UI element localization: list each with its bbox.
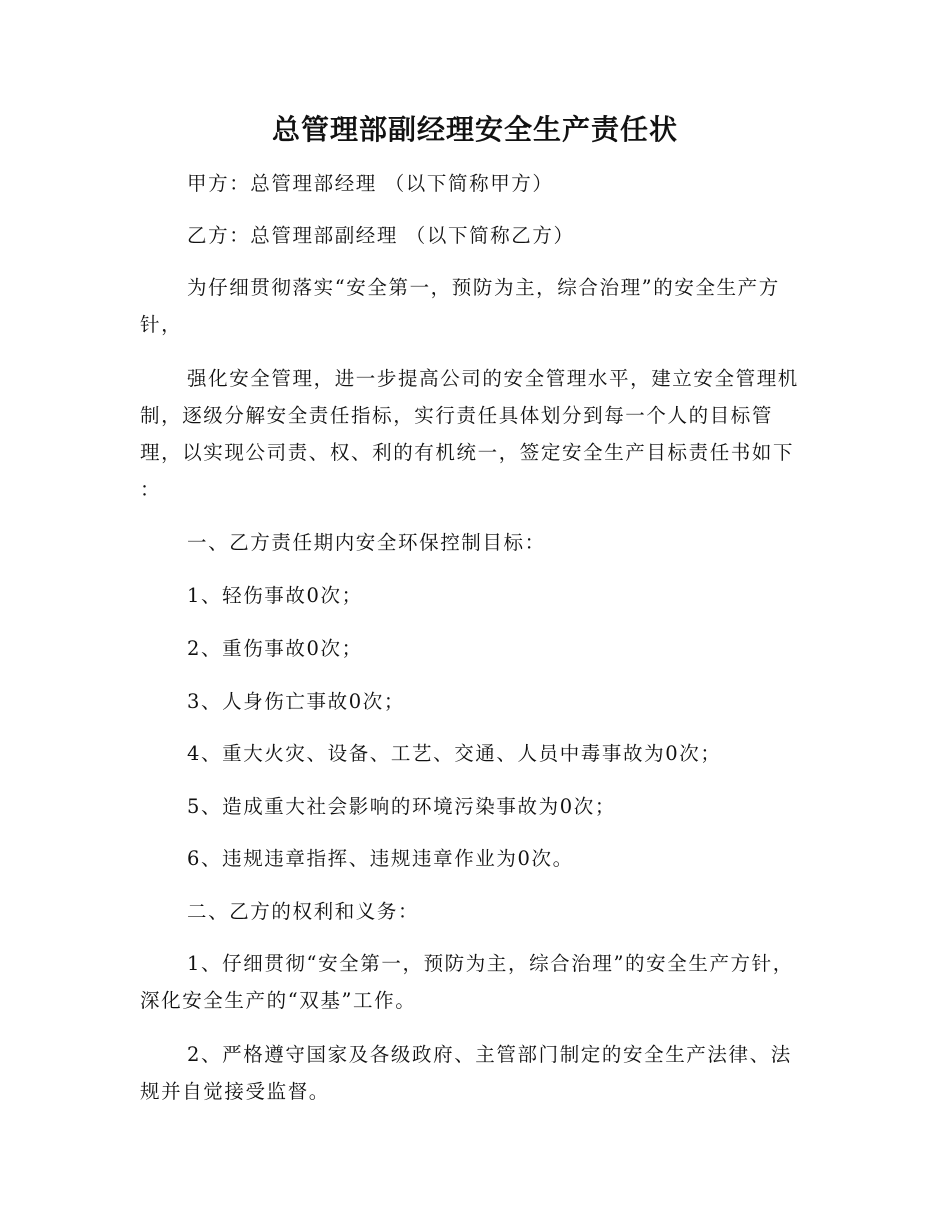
section-two-heading: 二、乙方的权利和义务： [187,900,420,923]
document-title: 总管理部副经理安全生产责任状 [271,113,678,146]
party-a-line: 甲方：总管理部经理 （以下简称甲方） [187,172,554,195]
party-b-line: 乙方：总管理部副经理 （以下简称乙方） [187,224,575,247]
target-item: 2、重伤事故0次； [187,637,363,660]
duty-item: 1、仔细贯彻“安全第一，预防为主，综合治理”的安全生产方针，深化安全生产的“双基”工作。 [140,952,794,1012]
target-item: 1、轻伤事故0次； [187,584,363,607]
duty-item: 2、严格遵守国家及各级政府、主管部门制定的安全生产法律、法规并自觉接受监督。 [140,1043,792,1103]
intro-paragraph: 为仔细贯彻落实“安全第一，预防为主，综合治理”的安全生产方针， [140,276,780,336]
target-item: 6、违规违章指挥、违规违章作业为0次。 [187,847,574,870]
target-item: 3、人身伤亡事故0次； [187,690,405,713]
section-one-heading: 一、乙方责任期内安全环保控制目标： [187,531,546,554]
target-item: 5、造成重大社会影响的环境污染事故为0次； [187,795,616,818]
purpose-paragraph: 强化安全管理，进一步提高公司的安全管理水平，建立安全管理机制，逐级分解安全责任指标，实行责任具体划分到每一个人的目标管理，以实现公司责、权、利的有机统一，签定安全生产目标责任书如下 ： [140,367,799,501]
target-item: 4、重大火灾、设备、工艺、交通、人员中毒事故为0次； [187,742,722,765]
